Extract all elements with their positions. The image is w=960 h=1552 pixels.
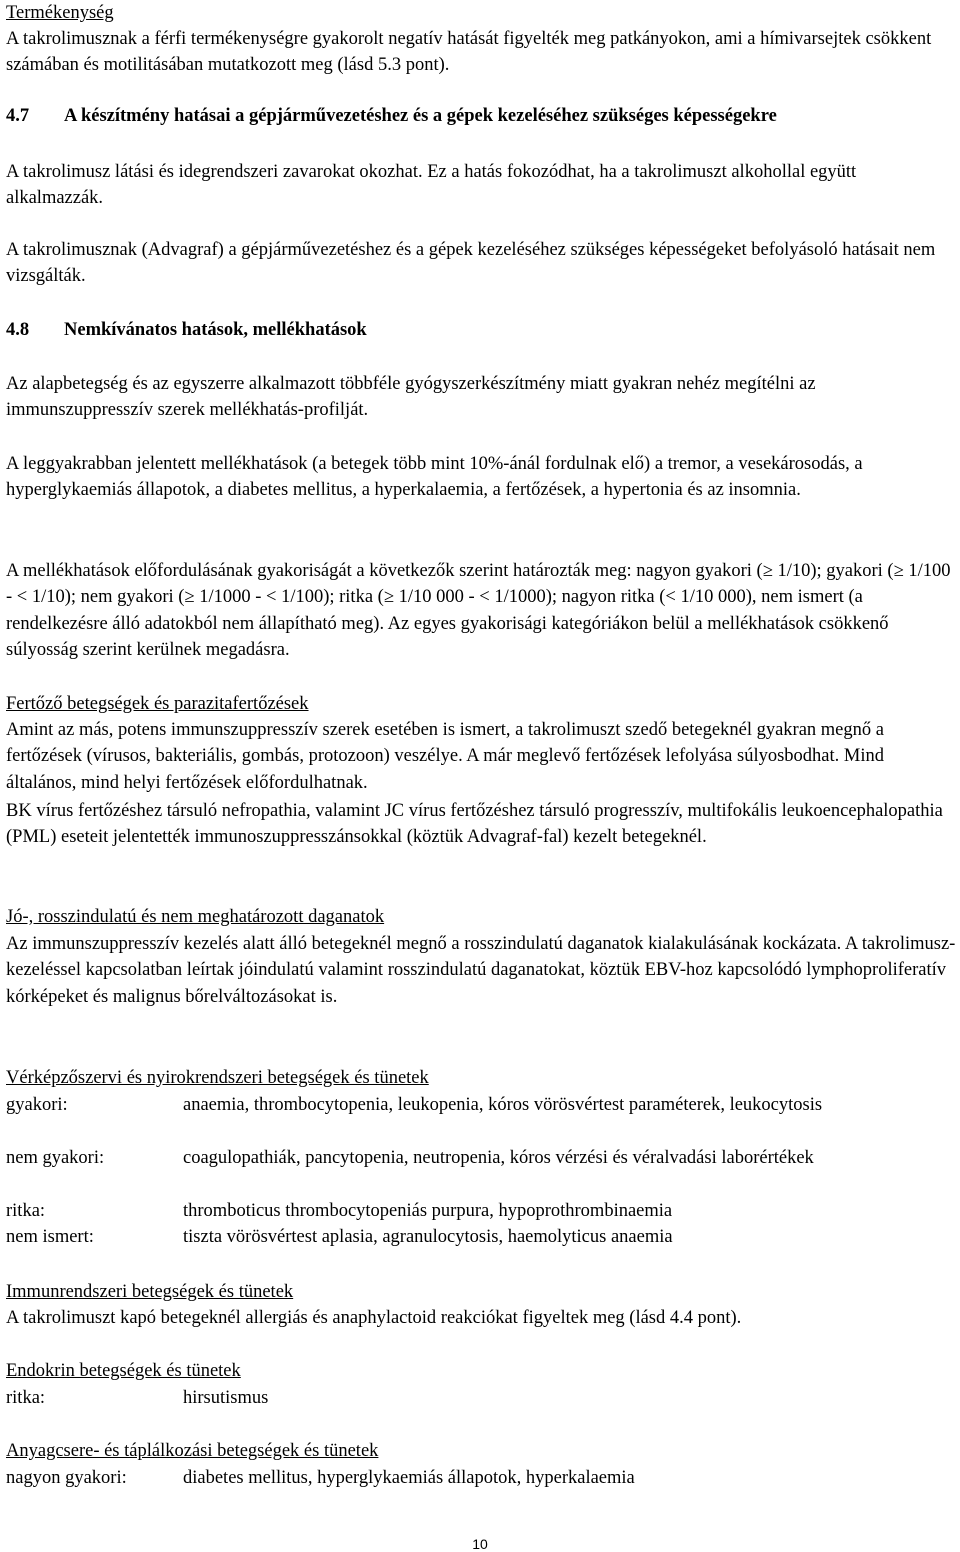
- infections-heading: Fertőző betegségek és parazitafertőzések: [6, 694, 309, 714]
- blood-heading: Vérképzőszervi és nyirokrendszeri betegségek és tünetek: [6, 1068, 429, 1088]
- frequency-value: coagulopathiák, pancytopenia, neutropenia, kóros vérzési és véralvadási laborértékek: [183, 1148, 814, 1168]
- frequency-value: diabetes mellitus, hyperglykaemiás állapotok, hyperkalaemia: [183, 1468, 635, 1488]
- fertility-text: A takrolimusznak a férfi termékenységre gyakorolt negatív hatását figyelték meg patkányokon, ami a hímivarsejtek csökkent számában és motilitásában mutatkozott meg (lásd 5.3 pont).: [6, 29, 932, 76]
- frequency-label: ritka:: [6, 1388, 46, 1408]
- frequency-value: anaemia, thrombocytopenia, leukopenia, kóros vörösvértest paraméterek, leukocytosis: [183, 1095, 823, 1115]
- section-4-7-title: A készítmény hatásai a gépjárművezetéshez és a gépek kezeléséhez szükséges képességekre: [64, 106, 777, 126]
- section-4-8-title: Nemkívánatos hatások, mellékhatások: [64, 320, 367, 340]
- frequency-label: ritka:: [6, 1201, 46, 1221]
- infections-paragraph-1: Amint az más, potens immunszuppresszív szerek esetében is ismert, a takrolimuszt szedő betegeknél gyakran megnő a fertőzések (vírusos, bakteriális, gombás, protozoon) veszélye. A már meglevő fertőzések lefolyása súlyosbodhat. Mind általános, mind helyi fertőzések előfordulhatnak.: [6, 720, 884, 793]
- frequency-label: gyakori:: [6, 1095, 68, 1115]
- endocrine-heading: Endokrin betegségek és tünetek: [6, 1361, 241, 1381]
- section-4-7-paragraph-1: A takrolimusz látási és idegrendszeri zavarokat okozhat. Ez a hatás fokozódhat, ha a takrolimuszt alkohollal együtt alkalmazzák.: [6, 162, 857, 209]
- metabolism-heading: Anyagcsere- és táplálkozási betegségek és tünetek: [6, 1441, 379, 1461]
- neoplasms-text: Az immunszuppresszív kezelés alatt álló betegeknél megnő a rosszindulatú daganatok kialakulásának kockázata. A takrolimusz-kezeléssel kapcsolatban leírtak jóindulatú valamint rosszindulatú daganatokat, köztük EBV-hoz kapcsolódó lymphoproliferatív kórképeket és malignus bőrelváltozásokat is.: [6, 934, 956, 1007]
- frequency-label: nem ismert:: [6, 1227, 94, 1247]
- frequency-value: thromboticus thrombocytopeniás purpura, hypoprothrombinaemia: [183, 1201, 673, 1221]
- section-4-8-paragraph-1: Az alapbetegség és az egyszerre alkalmazott többféle gyógyszerkészítmény miatt gyakran nehéz megítélni az immunszuppresszív szerek mellékhatás-profilját.: [6, 374, 816, 421]
- fertility-heading: Termékenység: [6, 3, 114, 23]
- section-4-8-paragraph-2: A leggyakrabban jelentett mellékhatások (a betegek több mint 10%-ánál fordulnak elő) a tremor, a vesekárosodás, a hyperglykaemiás állapotok, a diabetes mellitus, a hyperkalaemia, a fertőzések, a hypertonia és az insomnia.: [6, 454, 863, 501]
- section-4-7-paragraph-2: A takrolimusznak (Advagraf) a gépjárművezetéshez és a gépek kezeléséhez szükséges képességeket befolyásoló hatásait nem vizsgálták.: [6, 240, 936, 287]
- section-4-7-number: 4.7: [6, 106, 30, 126]
- infections-paragraph-2: BK vírus fertőzéshez társuló nefropathia, valamint JC vírus fertőzéshez társuló progresszív, multifokális leukoencephalopathia (PML) eseteit jelentették immunoszuppresszánsokkal (köztük Advagraf-fal) kezelt betegeknél.: [6, 801, 943, 848]
- frequency-label: nagyon gyakori:: [6, 1468, 127, 1488]
- section-4-7-heading: [6, 103, 777, 129]
- neoplasms-heading: Jó-, rosszindulatú és nem meghatározott daganatok: [6, 907, 385, 927]
- frequency-value: hirsutismus: [183, 1388, 269, 1408]
- frequency-label: nem gyakori:: [6, 1148, 105, 1168]
- frequency-value: tiszta vörösvértest aplasia, agranulocytosis, haemolyticus anaemia: [183, 1227, 673, 1247]
- section-4-8-paragraph-3: A mellékhatások előfordulásának gyakoriságát a következők szerint határozták meg: nagyon gyakori (≥ 1/10); gyakori (≥ 1/100 - < 1/10); nem gyakori (≥ 1/1000 - < 1/100); ritka (≥ 1/10 000 - < 1/1000); nagyon ritka (< 1/10 000), nem ismert (a rendelkezésre álló adatokból nem állapítható meg). Az egyes gyakorisági kategóriákon belül a mellékhatások csökkenő súlyosság szerint kerülnek megadásra.: [6, 561, 951, 661]
- page-number: 10: [472, 1536, 488, 1552]
- immune-text: A takrolimuszt kapó betegeknél allergiás és anaphylactoid reakciókat figyeltek meg (lásd 4.4 pont).: [6, 1308, 742, 1328]
- section-4-8-heading: [6, 317, 367, 343]
- immune-heading: Immunrendszeri betegségek és tünetek: [6, 1282, 294, 1302]
- section-4-8-number: 4.8: [6, 320, 30, 340]
